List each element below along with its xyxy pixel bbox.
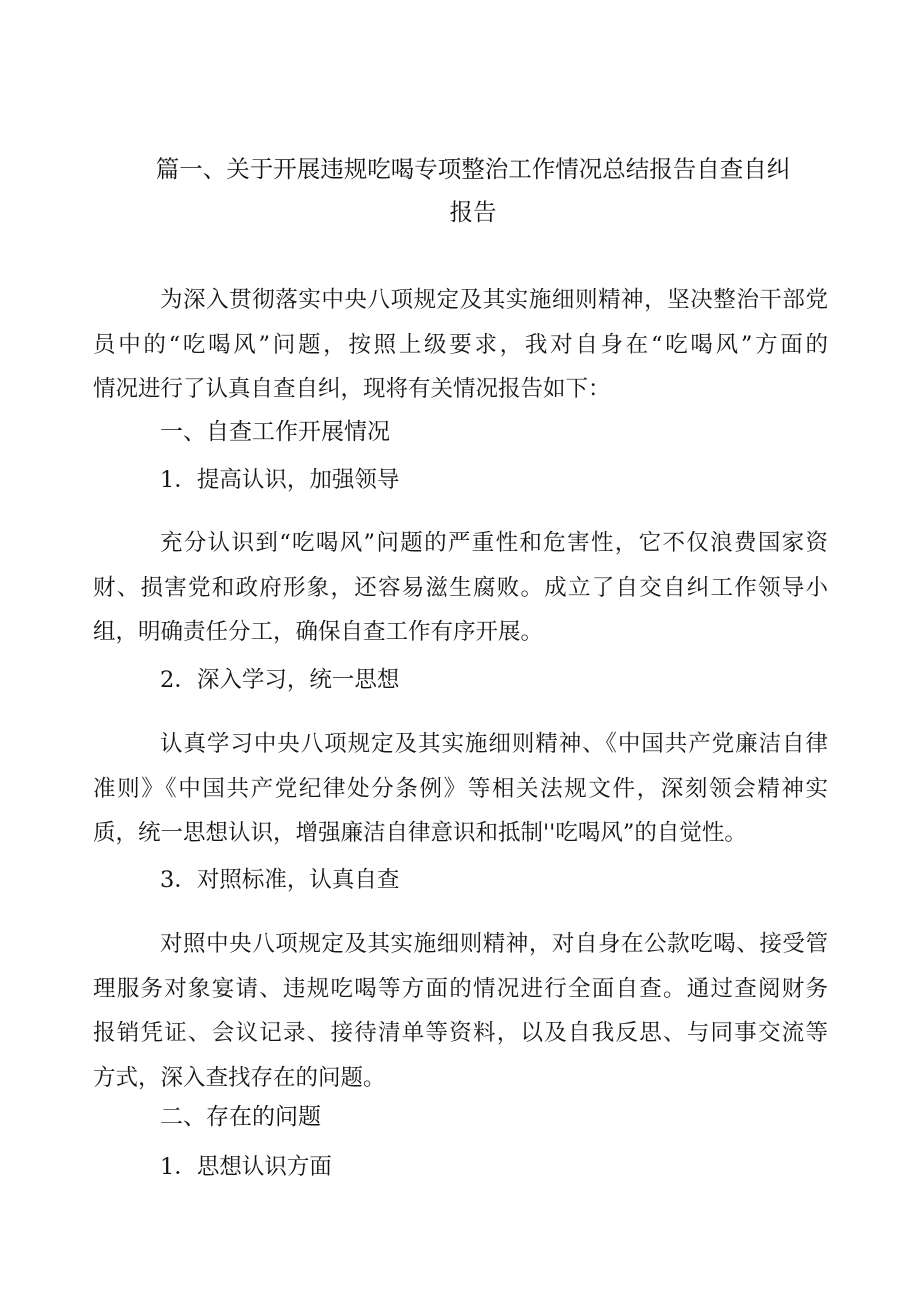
subsection-heading: 3．对照标准，认真自查 [160, 867, 400, 893]
paragraph-line: 情况进行了认真自查自纠，现将有关情况报告如下： [93, 376, 611, 402]
body-paragraph [93, 521, 828, 655]
paragraph-line: 理服务对象宴请、违规吃喝等方面的情况进行全面自查。通过查阅财务 [93, 975, 828, 1002]
paragraph-line: 方式，深入查找存在的问题。 [93, 1064, 386, 1091]
section-heading: 一、自查工作开展情况 [160, 419, 390, 445]
paragraph-line: 组，明确责任分工，确保自查工作有序开展。 [93, 619, 544, 645]
paragraph-line: 认真学习中央八项规定及其实施细则精神、《中国共产党廉洁自律 [160, 731, 828, 757]
subsection-heading: 1．提高认识，加强领导 [160, 467, 400, 493]
paragraph-line: 员中的“吃喝风”问题，按照上级要求，我对自身在“吃喝风”方面的 [93, 331, 828, 358]
body-paragraph [93, 722, 828, 856]
document-title-line: 报告 [449, 198, 497, 226]
paragraph-line: 准则》《中国共产党纪律处分条例》等相关法规文件，深刻领会精神实 [93, 775, 828, 802]
intro-paragraph [93, 278, 828, 412]
paragraph-line: 对照中央八项规定及其实施细则精神，对自身在公款吃喝、接受管 [160, 931, 828, 957]
section-heading: 二、存在的问题 [160, 1104, 321, 1130]
subsection-heading: 1．思想认识方面 [160, 1154, 332, 1180]
paragraph-line: 财、损害党和政府形象，还容易滋生腐败。成立了自交自纠工作领导小 [93, 574, 828, 601]
document-title-line: 篇一、关于开展违规吃喝专项整治工作情况总结报告自查自纠 [155, 155, 791, 183]
paragraph-line: 充分认识到“吃喝风”问题的严重性和危害性，它不仅浪费国家资 [160, 530, 828, 556]
paragraph-line: 为深入贯彻落实中央八项规定及其实施细则精神，坚决整治干部党 [160, 287, 828, 313]
body-paragraph [93, 922, 828, 1100]
paragraph-line: 报销凭证、会议记录、接待清单等资料，以及自我反思、与同事交流等 [93, 1020, 828, 1046]
paragraph-line: 质，统一思想认识，增强廉洁自律意识和抵制''吃喝风”的自觉性。 [93, 820, 747, 846]
document-title [93, 148, 853, 234]
subsection-heading: 2．深入学习，统一思想 [160, 667, 400, 693]
